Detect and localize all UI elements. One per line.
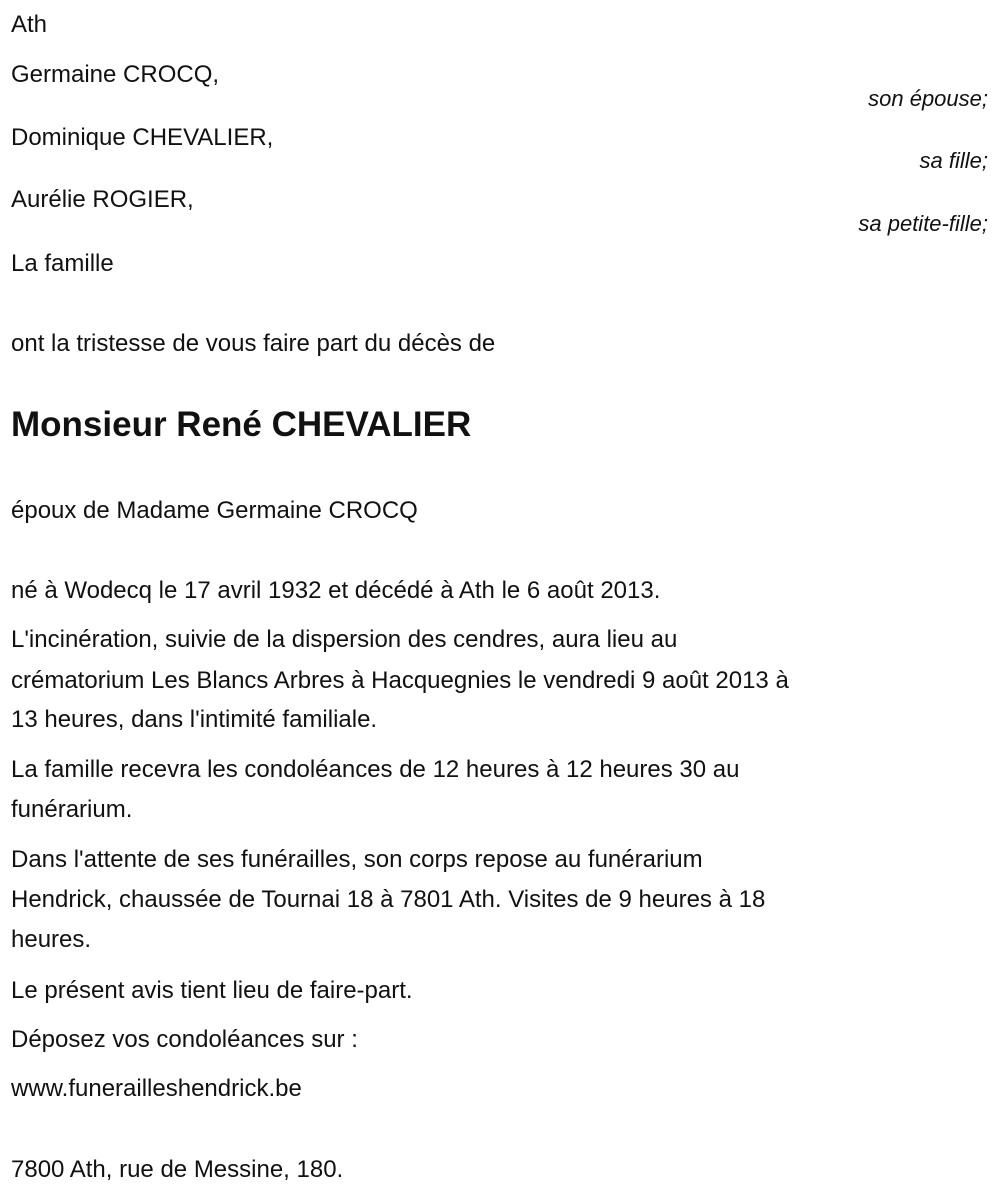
body-rest-line: Dans l'attente de ses funérailles, son corps repose au funérarium [11,846,703,873]
address: 7800 Ath, rue de Messine, 180. [11,1156,344,1183]
deceased-name: Monsieur René CHEVALIER [11,405,472,444]
cremation-line: L'incinération, suivie de la dispersion des cendres, aura lieu au [11,626,678,653]
spouse-line: époux de Madame Germaine CROCQ [11,497,418,524]
notice: Le présent avis tient lieu de faire-part. [11,977,413,1004]
cremation-line: crématorium Les Blancs Arbres à Hacquegnies le vendredi 9 août 2013 à [11,667,789,694]
birth-death: né à Wodecq le 17 avril 1932 et décédé à Ath le 6 août 2013. [11,577,661,604]
family-member-relation: sa petite-fille; [858,211,988,236]
family-member-relation: son épouse; [868,86,988,111]
body-rest-line: Hendrick, chaussée de Tournai 18 à 7801 Ath. Visites de 9 heures à 18 [11,886,766,913]
family-member-name: Aurélie ROGIER, [11,186,194,213]
body-rest-line: heures. [11,926,92,953]
family-member-relation: sa fille; [919,148,988,173]
condolences-time-line: funérarium. [11,796,133,823]
family-member-name: Dominique CHEVALIER, [11,124,274,151]
cremation-line: 13 heures, dans l'intimité familiale. [11,706,378,733]
announcement: ont la tristesse de vous faire part du décès de [11,330,496,357]
website-link[interactable]: www.funerailleshendrick.be [11,1075,302,1102]
family-closing: La famille [11,250,114,277]
place: Ath [11,11,48,38]
family-member-name: Germaine CROCQ, [11,61,220,88]
condolences-prompt: Déposez vos condoléances sur : [11,1026,358,1053]
condolences-time-line: La famille recevra les condoléances de 12 heures à 12 heures 30 au [11,756,740,783]
